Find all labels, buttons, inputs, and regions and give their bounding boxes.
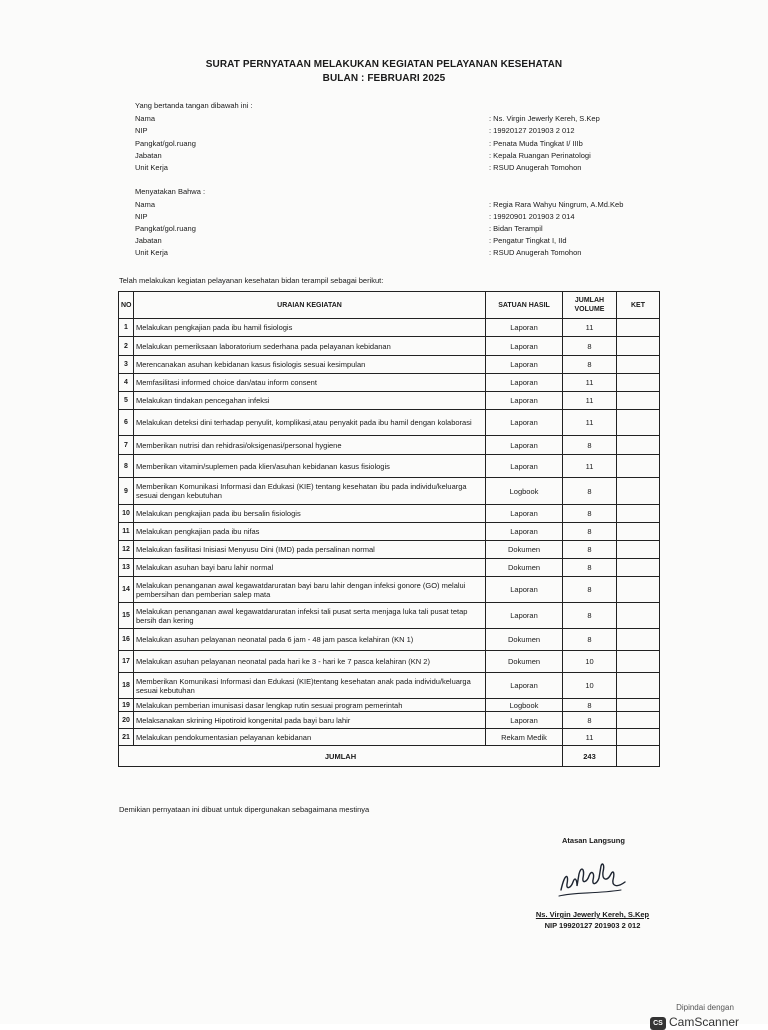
row-number: 4 <box>119 374 134 392</box>
row-ket <box>617 699 660 712</box>
row-ket <box>617 673 660 699</box>
subject-field-unit <box>135 248 655 260</box>
field-value: : Kepala Ruangan Perinatologi <box>489 151 591 160</box>
row-number: 12 <box>119 541 134 559</box>
field-label: NIP <box>135 126 148 135</box>
total-label: JUMLAH <box>119 746 563 767</box>
row-ket <box>617 392 660 410</box>
column-header-uraian: URAIAN KEGIATAN <box>134 292 486 319</box>
row-uraian: Melakukan deteksi dini terhadap penyulit, komplikasi,atau penyakit pada ibu hamil dengan kolaborasi <box>134 410 486 436</box>
row-uraian: Melakukan pengkajian pada ibu nifas <box>134 523 486 541</box>
row-jumlah: 11 <box>563 410 617 436</box>
field-label: Jabatan <box>135 236 162 245</box>
row-ket <box>617 455 660 478</box>
row-uraian: Melakukan pengkajian pada ibu bersalin fisiologis <box>134 505 486 523</box>
table-row <box>119 455 660 478</box>
row-jumlah: 8 <box>563 603 617 629</box>
signer-field-nama <box>135 114 655 126</box>
row-satuan: Laporan <box>486 337 563 356</box>
row-ket <box>617 436 660 455</box>
signature-nip: NIP 19920127 201903 2 012 <box>544 921 641 930</box>
row-satuan: Laporan <box>486 392 563 410</box>
row-jumlah: 8 <box>563 337 617 356</box>
row-satuan: Laporan <box>486 319 563 337</box>
row-satuan: Dokumen <box>486 629 563 651</box>
row-jumlah: 8 <box>563 699 617 712</box>
row-ket <box>617 603 660 629</box>
row-satuan: Laporan <box>486 436 563 455</box>
row-jumlah: 8 <box>563 541 617 559</box>
row-jumlah: 8 <box>563 559 617 577</box>
row-satuan: Dokumen <box>486 559 563 577</box>
row-satuan: Laporan <box>486 712 563 729</box>
row-satuan: Laporan <box>486 577 563 603</box>
total-ket <box>617 746 660 767</box>
row-satuan: Rekam Medik <box>486 729 563 746</box>
table-intro: Telah melakukan kegiatan pelayanan kesehatan bidan terampil sebagai berikut: <box>119 276 384 285</box>
field-value: : Regia Rara Wahyu Ningrum, A.Md.Keb <box>489 200 624 209</box>
table-row <box>119 559 660 577</box>
row-jumlah: 10 <box>563 651 617 673</box>
row-satuan: Logbook <box>486 699 563 712</box>
row-uraian: Memfasilitasi informed choice dan/atau inform consent <box>134 374 486 392</box>
row-jumlah: 11 <box>563 374 617 392</box>
row-uraian: Melakukan asuhan pelayanan neonatal pada 6 jam - 48 jam pasca kelahiran (KN 1) <box>134 629 486 651</box>
row-satuan: Logbook <box>486 478 563 505</box>
table-row <box>119 410 660 436</box>
row-number: 14 <box>119 577 134 603</box>
row-number: 9 <box>119 478 134 505</box>
row-ket <box>617 541 660 559</box>
table-row <box>119 673 660 699</box>
row-jumlah: 11 <box>563 392 617 410</box>
row-satuan: Laporan <box>486 603 563 629</box>
row-ket <box>617 523 660 541</box>
subject-field-jabatan <box>135 236 655 248</box>
field-label: Pangkat/gol.ruang <box>135 224 196 233</box>
signer-intro: Yang bertanda tangan dibawah ini : <box>135 101 253 110</box>
row-number: 11 <box>119 523 134 541</box>
scanner-caption: Dipindai dengan <box>676 1003 734 1012</box>
table-row <box>119 712 660 729</box>
row-number: 18 <box>119 673 134 699</box>
table-row <box>119 337 660 356</box>
column-header-ket: KET <box>617 292 660 319</box>
scanner-name: CamScanner <box>669 1015 740 1029</box>
camscanner-logo-icon: CS <box>650 1017 666 1030</box>
field-label: Nama <box>135 200 156 209</box>
table-row <box>119 577 660 603</box>
row-number: 3 <box>119 356 134 374</box>
row-uraian: Memberikan vitamin/suplemen pada klien/asuhan kebidanan kasus fisiologis <box>134 455 486 478</box>
field-label: Unit Kerja <box>135 248 168 257</box>
row-jumlah: 8 <box>563 478 617 505</box>
row-satuan: Laporan <box>486 523 563 541</box>
row-number: 21 <box>119 729 134 746</box>
row-number: 16 <box>119 629 134 651</box>
table-row <box>119 651 660 673</box>
subject-field-pangkat <box>135 224 655 236</box>
signer-field-unit <box>135 163 655 175</box>
row-uraian: Melakukan fasilitasi Inisiasi Menyusu Dini (IMD) pada persalinan normal <box>134 541 486 559</box>
row-uraian: Melakukan pendokumentasian pelayanan kebidanan <box>134 729 486 746</box>
row-uraian: Merencanakan asuhan kebidanan kasus fisiologis sesuai kesimpulan <box>134 356 486 374</box>
row-uraian: Melakukan penanganan awal kegawatdaruratan bayi baru lahir dengan infeksi gonore (GO) melalui pembersihan dan pemberian salep mata <box>134 577 486 603</box>
row-uraian: Melaksanakan skrining Hipotiroid kongenital pada bayi baru lahir <box>134 712 486 729</box>
row-uraian: Melakukan pengkajian pada ibu hamil fisiologis <box>134 319 486 337</box>
field-value: : RSUD Anugerah Tomohon <box>489 248 582 257</box>
table-row <box>119 699 660 712</box>
row-number: 2 <box>119 337 134 356</box>
field-value: : 19920127 201903 2 012 <box>489 126 575 135</box>
total-value: 243 <box>563 746 617 767</box>
row-jumlah: 11 <box>563 455 617 478</box>
row-number: 15 <box>119 603 134 629</box>
handwritten-signature <box>555 852 635 902</box>
field-value: : Penata Muda Tingkat I/ IIIb <box>489 139 583 148</box>
table-row <box>119 603 660 629</box>
activity-table <box>118 291 660 767</box>
field-label: Nama <box>135 114 156 123</box>
field-value: : Bidan Terampil <box>489 224 543 233</box>
row-ket <box>617 629 660 651</box>
row-jumlah: 8 <box>563 505 617 523</box>
table-row <box>119 478 660 505</box>
table-row <box>119 729 660 746</box>
row-number: 7 <box>119 436 134 455</box>
row-jumlah: 8 <box>563 629 617 651</box>
row-ket <box>617 559 660 577</box>
field-label: NIP <box>135 212 148 221</box>
row-number: 8 <box>119 455 134 478</box>
row-satuan: Laporan <box>486 374 563 392</box>
row-satuan: Laporan <box>486 673 563 699</box>
row-uraian: Melakukan asuhan pelayanan neonatal pada hari ke 3 - hari ke 7 pasca kelahiran (KN 2) <box>134 651 486 673</box>
row-ket <box>617 729 660 746</box>
table-total-row <box>119 746 660 767</box>
document-title: SURAT PERNYATAAN MELAKUKAN KEGIATAN PELAYANAN KESEHATAN <box>205 59 563 70</box>
table-body <box>119 319 660 746</box>
column-header-satuan: SATUAN HASIL <box>486 292 563 319</box>
row-ket <box>617 337 660 356</box>
row-satuan: Laporan <box>486 410 563 436</box>
field-label: Pangkat/gol.ruang <box>135 139 196 148</box>
row-jumlah: 8 <box>563 436 617 455</box>
row-uraian: Melakukan pemeriksaan laboratorium sederhana pada pelayanan kebidanan <box>134 337 486 356</box>
field-value: : RSUD Anugerah Tomohon <box>489 163 582 172</box>
column-header-jumlah: JUMLAH VOLUME <box>563 292 617 319</box>
table-row <box>119 541 660 559</box>
row-number: 19 <box>119 699 134 712</box>
signature-role: Atasan Langsung <box>562 836 625 845</box>
subject-intro: Menyatakan Bahwa : <box>135 187 206 196</box>
row-number: 13 <box>119 559 134 577</box>
field-value: : 19920901 201903 2 014 <box>489 212 575 221</box>
table-row <box>119 523 660 541</box>
row-uraian: Melakukan asuhan bayi baru lahir normal <box>134 559 486 577</box>
field-label: Jabatan <box>135 151 162 160</box>
row-ket <box>617 505 660 523</box>
row-ket <box>617 319 660 337</box>
row-number: 17 <box>119 651 134 673</box>
row-ket <box>617 651 660 673</box>
subject-field-nip <box>135 212 655 224</box>
row-jumlah: 8 <box>563 577 617 603</box>
row-uraian: Memberikan Komunikasi Informasi dan Edukasi (KIE) tentang kesehatan ibu pada individu/keluarga sesuai dengan kebutuhan <box>134 478 486 505</box>
table-row <box>119 629 660 651</box>
row-uraian: Melakukan tindakan pencegahan infeksi <box>134 392 486 410</box>
closing-statement: Demikian pernyataan ini dibuat untuk dipergunakan sebagaimana mestinya <box>119 805 370 814</box>
column-header-no: NO <box>119 292 134 319</box>
field-value: : Pengatur Tingkat I, IId <box>489 236 567 245</box>
row-ket <box>617 478 660 505</box>
row-number: 10 <box>119 505 134 523</box>
row-jumlah: 8 <box>563 712 617 729</box>
subject-field-nama <box>135 200 655 212</box>
row-ket <box>617 410 660 436</box>
row-uraian: Memberikan Komunikasi Informasi dan Edukasi (KIE)tentang kesehatan anak pada individu/keluarga sesuai kebutuhan <box>134 673 486 699</box>
row-jumlah: 8 <box>563 356 617 374</box>
table-row <box>119 374 660 392</box>
field-value: : Ns. Virgin Jewerly Kereh, S.Kep <box>489 114 600 123</box>
row-number: 5 <box>119 392 134 410</box>
table-row <box>119 505 660 523</box>
signer-field-nip <box>135 126 655 138</box>
document-period: BULAN : FEBRUARI 2025 <box>322 73 446 84</box>
row-uraian: Memberikan nutrisi dan rehidrasi/oksigenasi/personal hygiene <box>134 436 486 455</box>
row-jumlah: 11 <box>563 729 617 746</box>
table-row <box>119 392 660 410</box>
field-label: Unit Kerja <box>135 163 168 172</box>
row-jumlah: 8 <box>563 523 617 541</box>
row-number: 20 <box>119 712 134 729</box>
row-satuan: Dokumen <box>486 651 563 673</box>
table-row <box>119 356 660 374</box>
row-uraian: Melakukan pemberian imunisasi dasar lengkap rutin sesuai program pemerintah <box>134 699 486 712</box>
signer-field-jabatan <box>135 151 655 163</box>
table-row <box>119 436 660 455</box>
row-ket <box>617 712 660 729</box>
row-number: 6 <box>119 410 134 436</box>
table-header-row <box>119 292 660 319</box>
row-ket <box>617 374 660 392</box>
row-satuan: Laporan <box>486 455 563 478</box>
signer-field-pangkat <box>135 139 655 151</box>
row-satuan: Dokumen <box>486 541 563 559</box>
signature-name: Ns. Virgin Jewerly Kereh, S.Kep <box>535 910 650 919</box>
row-satuan: Laporan <box>486 356 563 374</box>
row-ket <box>617 577 660 603</box>
row-number: 1 <box>119 319 134 337</box>
row-ket <box>617 356 660 374</box>
row-jumlah: 10 <box>563 673 617 699</box>
row-uraian: Melakukan penanganan awal kegawatdaruratan infeksi tali pusat serta menjaga luka tali pusat tetap bersih dan kering <box>134 603 486 629</box>
row-satuan: Laporan <box>486 505 563 523</box>
row-jumlah: 11 <box>563 319 617 337</box>
table-row <box>119 319 660 337</box>
